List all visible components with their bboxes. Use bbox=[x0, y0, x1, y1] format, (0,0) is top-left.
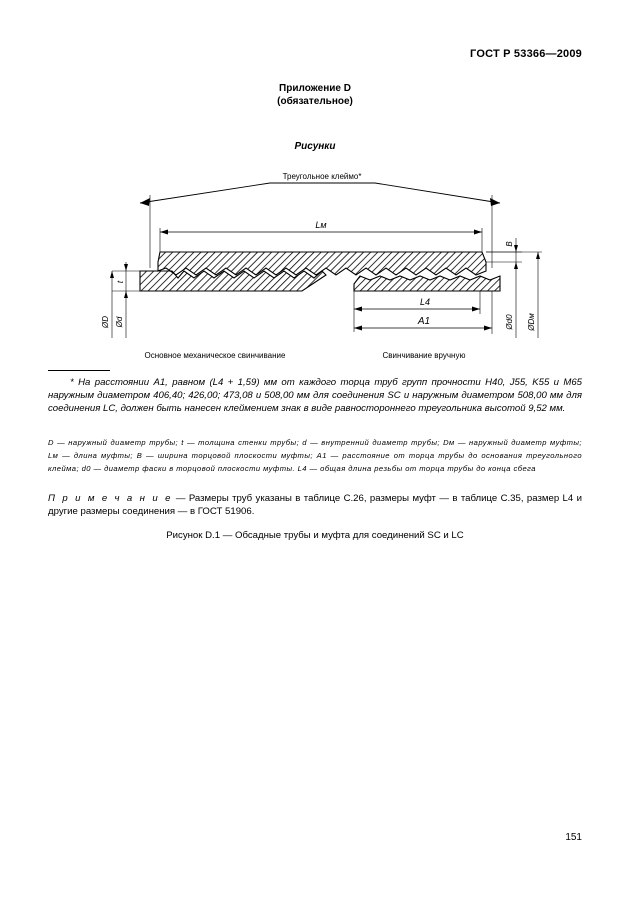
hand-makeup-caption: Свинчивание вручную bbox=[382, 351, 466, 360]
right-pipe-section bbox=[354, 276, 500, 291]
coupling-length-label: Lм bbox=[315, 220, 327, 230]
outer-diameter-label: ØD bbox=[101, 316, 110, 328]
triangle-stamp-leader bbox=[140, 183, 500, 203]
triangle-stamp-arrow-left bbox=[140, 198, 150, 206]
note-text: — Размеры труб указаны в таблице C.26, размеры муфт — в таблице C.35, размер L4 и другие размеры соединения — в ГОСТ 51906. bbox=[48, 493, 582, 517]
standard-code: ГОСТ Р 53366—2009 bbox=[470, 48, 582, 60]
thread-length-label: L4 bbox=[419, 297, 431, 307]
note bbox=[48, 492, 582, 518]
inner-diameter-label: Ød bbox=[115, 316, 124, 328]
wall-thickness-label: t bbox=[116, 280, 125, 284]
dim-arrow-a1-left bbox=[354, 326, 362, 331]
distance-a1-label: A1 bbox=[417, 316, 431, 327]
dim-arrow-thread-left bbox=[354, 307, 362, 312]
page-number: 151 bbox=[565, 832, 582, 843]
dim-wall-arrow-top bbox=[124, 264, 128, 271]
annex-title bbox=[0, 82, 630, 108]
footnote-separator bbox=[48, 370, 110, 371]
symbol-legend: D — наружный диаметр трубы; t — толщина стенки трубы; d — внутренний диаметр трубы; Dм — наружный диаметр муфты; Lм — длина муфты; B — ширина торцовой плоскости муфты; A1 — расстояние от торца трубы до основания треугольного клейма; d0 — диаметр фаски в торцовой плоскости муфты. L4 — общая длина резьбы от торца трубы до конца сбега bbox=[48, 438, 582, 473]
dim-coupling-diameter-arrow bbox=[536, 252, 540, 259]
dim-wall-arrow-bottom bbox=[124, 291, 128, 298]
chamfer-diameter-label: Ød0 bbox=[505, 314, 514, 330]
pipe-coupling-drawing bbox=[0, 160, 630, 370]
annex-name: Приложение D bbox=[279, 83, 351, 94]
face-width-label: B bbox=[505, 241, 514, 247]
figure-caption: Рисунок D.1 — Обсадные трубы и муфта для соединений SC и LC bbox=[166, 530, 464, 541]
figures-heading: Рисунки bbox=[294, 141, 336, 152]
note-prefix: П р и м е ч а н и е bbox=[48, 493, 173, 504]
footnote-mark: * bbox=[70, 377, 74, 388]
annex-status: (обязательное) bbox=[277, 96, 353, 107]
dim-b-arrow-top bbox=[514, 245, 518, 252]
footnote bbox=[48, 376, 582, 415]
dim-b-arrow-bottom bbox=[514, 262, 518, 269]
footnote-text: На расстоянии A1, равном (L4 + 1,59) мм от каждого торца труб групп прочности H40, J55, K55 и M65 наружным диаметром 406,40; 426,00; 473,08 и 508,00 мм для соединения SC и наружным диаметром 508,00 мм для соединения LC, должен быть нанесен клеймением знак в виде равностороннего треугольника высотой 9,52 мм. bbox=[48, 377, 583, 414]
dim-arrow-coupling-left bbox=[160, 230, 168, 235]
triangle-stamp-arrow-right bbox=[490, 198, 500, 206]
dim-arrow-thread-right bbox=[472, 307, 480, 312]
coupling-diameter-label: ØDм bbox=[527, 313, 536, 331]
dim-arrow-coupling-right bbox=[474, 230, 482, 235]
dim-outer-arrow bbox=[110, 271, 114, 278]
power-makeup-caption: Основное механическое свинчивание bbox=[144, 351, 286, 360]
dim-arrow-a1-right bbox=[484, 326, 492, 331]
triangle-stamp-label: Треугольное клеймо* bbox=[282, 172, 362, 181]
